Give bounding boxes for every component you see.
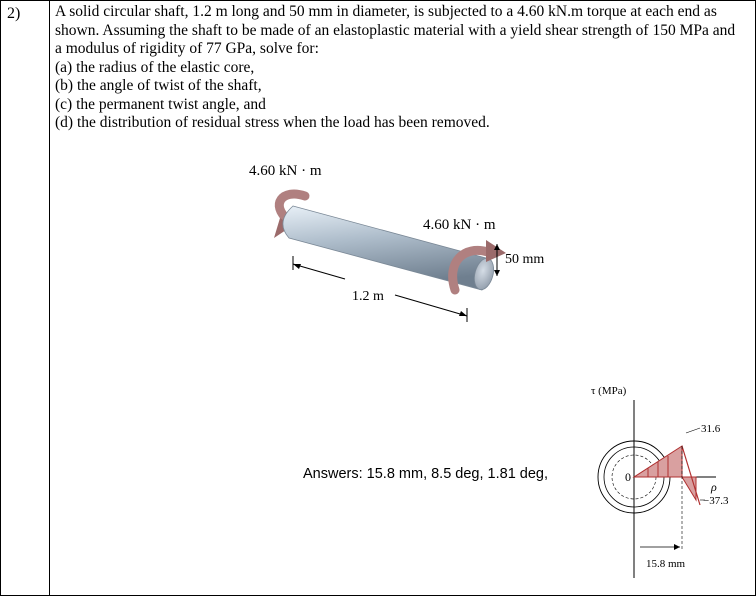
bottom-value-label: −37.3 xyxy=(703,495,729,507)
origin-label: 0 xyxy=(625,470,631,484)
tau-axis-label: τ (MPa) xyxy=(591,385,627,397)
part-b: (b) the angle of twist of the shaft, xyxy=(55,77,262,94)
part-a: (a) the radius of the elastic core, xyxy=(55,58,255,76)
length-dim-line-right xyxy=(395,295,467,316)
length-dim-line-left xyxy=(293,264,345,279)
diameter-label: 50 mm xyxy=(505,252,545,267)
part-d: (d) the distribution of residual stress when the load has been removed. xyxy=(55,114,490,131)
problem-statement: A solid circular shaft, 1.2 m long and 50 mm in diameter, is subjected to a 4.60 kN.m torque at each end as shown. Assuming the shaft to be made of an elastoplastic material with a yield shear strength of 150 MPa and a modulus of rigidity of 77 GPa, solve for: xyxy=(55,3,736,57)
torque-right-label: 4.60 kN · m xyxy=(423,217,496,233)
rho-label: ρ xyxy=(711,480,717,494)
residual-stress-line xyxy=(682,446,700,505)
radius-label: 15.8 mm xyxy=(646,558,686,570)
right-torque-arrowhead-icon xyxy=(486,240,506,262)
residual-stress-negative xyxy=(682,477,696,500)
answers-text: Answers: 15.8 mm, 8.5 deg, 1.81 deg, xyxy=(303,466,549,482)
top-value-label: 31.6 xyxy=(701,423,721,435)
top-value-leader xyxy=(686,428,700,433)
stress-figure xyxy=(591,385,729,578)
radius-arrowhead-icon xyxy=(674,544,680,550)
part-c: (c) the permanent twist angle, and xyxy=(55,95,266,113)
torque-left-label: 4.60 kN · m xyxy=(249,163,322,179)
problem-number: 2) xyxy=(7,5,21,22)
length-label: 1.2 m xyxy=(352,289,384,304)
